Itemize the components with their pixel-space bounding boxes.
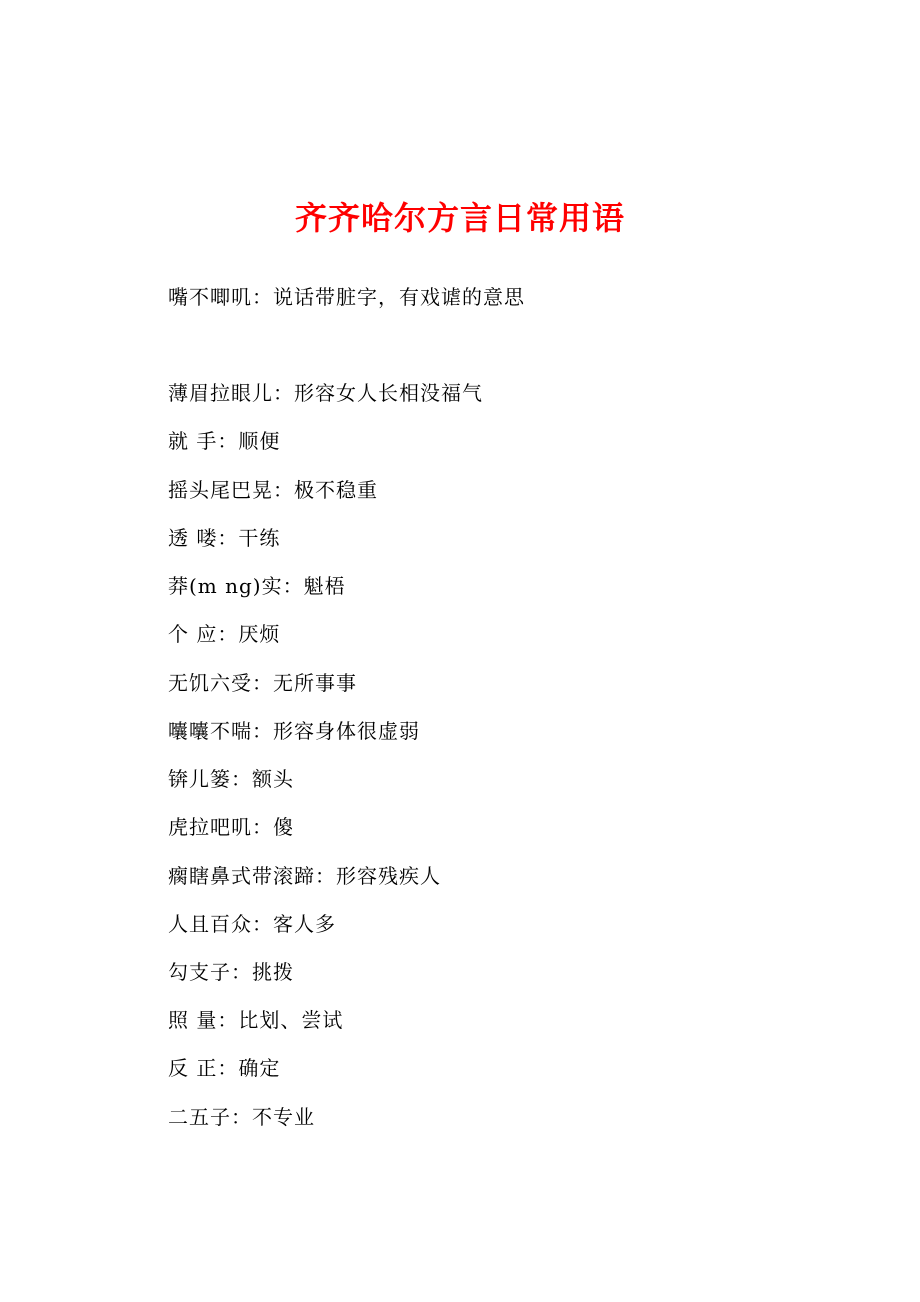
entry-separator: ： xyxy=(252,912,273,936)
entry-term: 勾支子 xyxy=(168,960,231,984)
entry-6 xyxy=(168,620,280,648)
entry-9 xyxy=(168,765,294,793)
entry-3 xyxy=(168,476,378,504)
entry-definition: 客人多 xyxy=(273,912,336,936)
entry-separator: ： xyxy=(252,671,273,695)
entry-definition: 形容残疾人 xyxy=(336,864,441,888)
entry-definition: 不专业 xyxy=(252,1105,315,1129)
entry-definition: 魁梧 xyxy=(303,574,346,598)
entry-term: 瘸瞎鼻式带滚蹄 xyxy=(168,864,315,888)
entry-term: 薄眉拉眼儿 xyxy=(168,381,273,405)
entry-term: 无饥六受 xyxy=(168,671,252,695)
entry-definition: 挑拨 xyxy=(252,960,294,984)
entry-2 xyxy=(168,427,280,455)
entry-1 xyxy=(168,379,483,407)
entry-definition: 比划、尝试 xyxy=(238,1008,344,1032)
entry-separator: ： xyxy=(282,574,304,598)
entry-definition: 额头 xyxy=(252,767,294,791)
entry-term: 个 应 xyxy=(168,622,218,646)
entry-separator: ： xyxy=(217,622,239,646)
entry-13 xyxy=(168,958,294,986)
entry-term: 囔囔不喘 xyxy=(168,719,252,743)
entry-0 xyxy=(168,283,525,311)
entry-separator: ： xyxy=(252,719,273,743)
entry-term: 人且百众 xyxy=(168,912,252,936)
entry-term: 虎拉吧叽 xyxy=(168,815,252,839)
entry-separator: ： xyxy=(252,285,273,309)
entry-term: 反 正 xyxy=(168,1056,218,1080)
entry-separator: ： xyxy=(273,381,294,405)
entry-definition: 傻 xyxy=(273,815,294,839)
entry-separator: ： xyxy=(231,1105,252,1129)
entry-term: 透 喽 xyxy=(168,526,218,550)
entry-term: 锛儿篓 xyxy=(168,767,231,791)
entry-11 xyxy=(168,862,441,890)
entry-definition: 极不稳重 xyxy=(294,478,378,502)
entry-definition: 无所事事 xyxy=(273,671,357,695)
entry-15 xyxy=(168,1054,280,1082)
entry-16 xyxy=(168,1103,315,1131)
entry-12 xyxy=(168,910,336,938)
entry-definition: 说话带脏字，有戏谑的意思 xyxy=(273,285,525,309)
document-title: 齐齐哈尔方言日常用语 xyxy=(294,199,625,237)
entry-separator: ： xyxy=(315,864,336,888)
entry-term: 莽(m ng)实 xyxy=(168,574,283,598)
entry-separator: ： xyxy=(231,960,252,984)
entry-separator: ： xyxy=(217,1056,239,1080)
entry-separator: ： xyxy=(217,429,239,453)
entry-definition: 顺便 xyxy=(238,429,281,453)
entry-5 xyxy=(168,572,346,600)
entry-definition: 厌烦 xyxy=(238,622,281,646)
entry-term: 嘴不唧叽 xyxy=(168,285,252,309)
entry-14 xyxy=(168,1006,343,1034)
entry-term: 照 量 xyxy=(168,1008,218,1032)
entry-definition: 确定 xyxy=(238,1056,281,1080)
entry-term: 二五子 xyxy=(168,1105,231,1129)
entry-separator: ： xyxy=(252,815,273,839)
entry-separator: ： xyxy=(231,767,252,791)
entry-separator: ： xyxy=(273,478,294,502)
entry-separator: ： xyxy=(217,1008,239,1032)
entry-4 xyxy=(168,524,280,552)
entry-7 xyxy=(168,669,357,697)
entry-definition: 干练 xyxy=(238,526,281,550)
entry-definition: 形容女人长相没福气 xyxy=(294,381,483,405)
entry-definition: 形容身体很虚弱 xyxy=(273,719,420,743)
entry-10 xyxy=(168,813,294,841)
entry-term: 摇头尾巴晃 xyxy=(168,478,273,502)
entry-8 xyxy=(168,717,420,745)
entry-separator: ： xyxy=(217,526,239,550)
entry-term: 就 手 xyxy=(168,429,218,453)
